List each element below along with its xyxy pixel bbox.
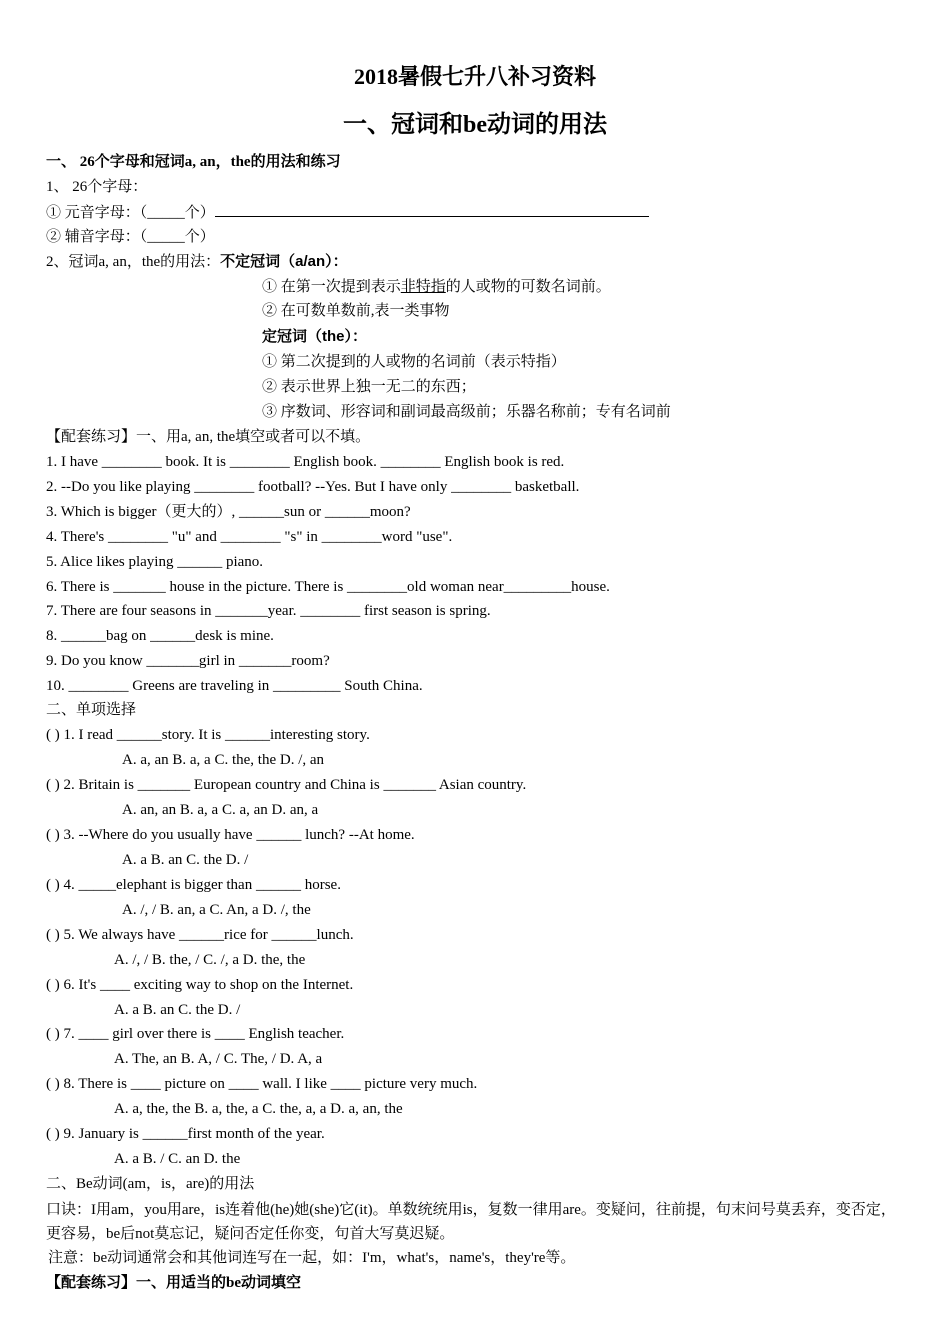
mc-question: ( ) 1. I read ______story. It is ______interesting story. [46,727,370,743]
fill-question: 6. There is _______ house in the picture. There is ________old woman near_________house. [46,579,610,595]
indefinite-article-heading: 不定冠词（a/an）： [220,253,348,270]
vowels-label: ① 元音字母：（_____个） [46,205,215,221]
be-verb-note: 注意：be动词通常会和其他词连写在一起，如：I'm，what's，name's，they're等。 [48,1250,576,1266]
fill-question: 2. --Do you like playing ________ football? --Yes. But I have only ________ basketball. [46,479,580,495]
mc-options: A. a, the, the B. a, the, a C. the, a, a D. a, an, the [114,1101,403,1117]
mc-options: A. a B. an C. the D. / [122,852,249,868]
item2-label: 2、冠词a, an，the的用法： [46,254,221,270]
fill-question: 3. Which is bigger（更大的）, ______sun or ______moon? [46,504,411,520]
fill-question: 1. I have ________ book. It is ________ English book. ________ English book is red. [46,454,565,470]
item1-letters: 1、 26个字母： [46,179,148,195]
def-rule-1: ① 第二次提到的人或物的名词前（表示特指） [262,354,566,370]
mc-options: A. /, / B. an, a C. An, a D. /, the [122,902,311,918]
mc-question: ( ) 8. There is ____ picture on ____ wall. I like ____ picture very much. [46,1076,478,1092]
section1-heading: 一、 26个字母和冠词a, an，the的用法和练习 [46,154,341,170]
mc-question: ( ) 2. Britain is _______ European country and China is _______ Asian country. [46,777,527,793]
sub-title: 一、冠词和be动词的用法 [343,112,607,138]
practice1-heading: 【配套练习】一、用a, an, the填空或者可以不填。 [46,429,371,445]
fill-question: 8. ______bag on ______desk is mine. [46,628,274,644]
item2-articles [46,252,348,272]
practice2-heading: 【配套练习】一、用适当的be动词填空 [46,1275,302,1291]
indef-rule-1 [262,277,611,297]
mc-question: ( ) 5. We always have ______rice for ______lunch. [46,927,354,943]
indef-rule-1-pre: ① 在第一次提到表示 [262,279,401,295]
consonants-line: ② 辅音字母：（_____个） [46,229,215,245]
mc-options: A. an, an B. a, a C. a, an D. an, a [122,802,319,818]
indef-rule-2: ② 在可数单数前,表一类事物 [262,303,450,319]
mc-question: ( ) 4. _____elephant is bigger than ______ horse. [46,877,341,893]
mc-options: A. /, / B. the, / C. /, a D. the, the [114,952,306,968]
fill-question: 9. Do you know _______girl in _______room? [46,653,330,669]
multiple-choice-heading: 二、单项选择 [46,702,137,718]
fill-question: 4. There's ________ "u" and ________ "s" in ________word "use". [46,529,453,545]
fill-question: 7. There are four seasons in _______year. ________ first season is spring. [46,603,491,619]
definite-article-heading: 定冠词（the）： [262,328,368,345]
mc-options: A. a B. an C. the D. / [114,1002,241,1018]
be-verb-rhyme: 口诀：I用am，you用are，is连着他(he)她(she)它(it)。单数统统用is，复数一律用are。变疑问，往前提，句末问号莫丢弃，变否定，更容易，be后not莫忘记，疑问否定任你变，句首大写莫迟疑。 [46,1202,896,1242]
fill-question: 10. ________ Greens are traveling in _________ South China. [46,678,423,694]
indef-rule-1-underlined: 非特指 [400,279,446,295]
mc-question: ( ) 6. It's ____ exciting way to shop on the Internet. [46,977,354,993]
mc-question: ( ) 9. January is ______first month of the year. [46,1126,325,1142]
mc-question: ( ) 7. ____ girl over there is ____ English teacher. [46,1026,345,1042]
vowels-line [46,202,649,223]
section2-heading: 二、Be动词(am，is，are)的用法 [46,1176,255,1192]
def-rule-3: ③ 序数词、形容词和副词最高级前；乐器名称前；专有名词前 [262,404,671,420]
indef-rule-1-post: 的人或物的可数名词前。 [445,279,611,295]
mc-question: ( ) 3. --Where do you usually have ______ lunch? --At home. [46,827,415,843]
mc-options: A. a B. / C. an D. the [114,1151,241,1167]
def-rule-2: ② 表示世界上独一无二的东西； [262,379,476,395]
main-title: 2018暑假七升八补习资料 [353,64,596,89]
answer-blank-line [215,202,649,217]
mc-options: A. The, an B. A, / C. The, / D. A, a [114,1051,323,1067]
mc-options: A. a, an B. a, a C. the, the D. /, an [122,752,325,768]
fill-question: 5. Alice likes playing ______ piano. [46,554,264,570]
